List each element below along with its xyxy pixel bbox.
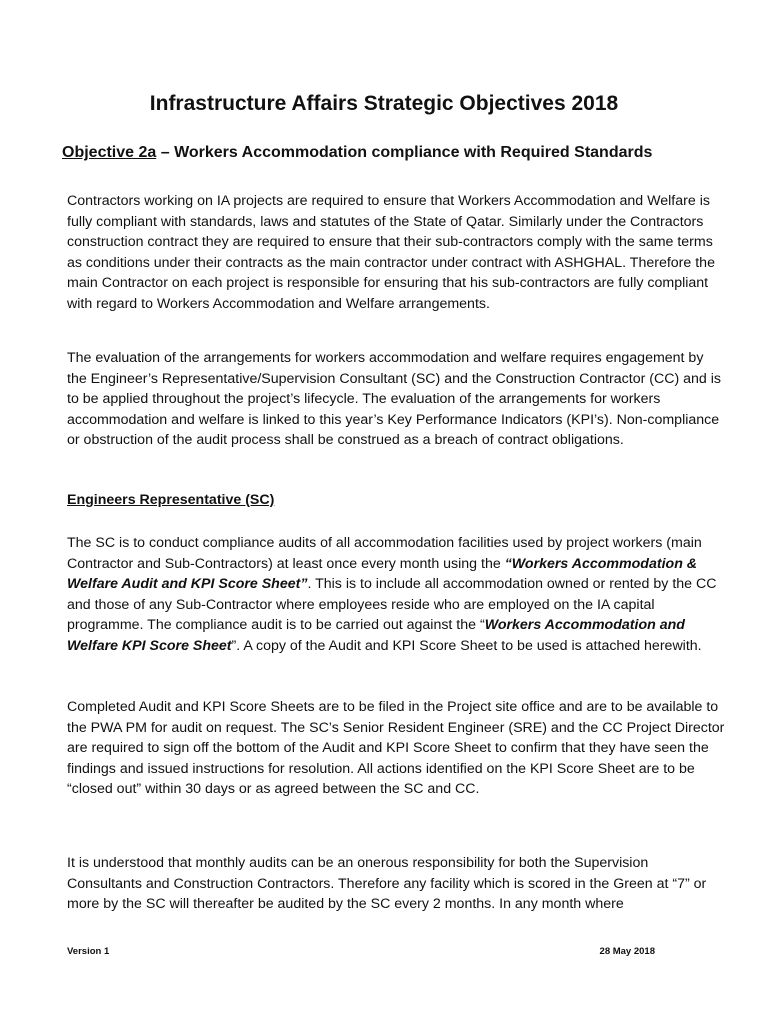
kpi-score-sheet-name: Workers Accommodation and Welfare KPI Score Sheet — [67, 617, 685, 654]
objective-heading — [62, 144, 652, 162]
footer-version: Version 1 — [67, 946, 110, 957]
sc-audits-text-1: The SC is to conduct compliance audits of all accommodation facilities used by project workers (main Contractor and Sub-Contractors) at least once every month using the — [67, 535, 702, 572]
sc-audits-text-2: . This is to include all accommodation owned or rented by the CC and those of any Sub-Contractor where employees reside who are employed on the IA capital programme. The compliance audit is to be carried out against the “ — [67, 576, 717, 634]
sc-audits-text-3: ”. A copy of the Audit and KPI Score Sheet to be used is attached herewith. — [231, 637, 702, 654]
objective-code: Objective 2a — [62, 144, 157, 161]
footer-date: 28 May 2018 — [599, 946, 655, 957]
paragraph-evaluation: The evaluation of the arrangements for workers accommodation and welfare requires engagement by the Engineer’s Representative/Supervision Consultant (SC) and the Construction Contractor (CC) and is to be applied throughout the project’s lifecycle. The evaluation of the arrangements for workers accommodation and welfare is linked to this year’s Key Performance Indicators (KPI’s). Non-compliance or obstruction of the audit process shall be construed as a breach of contract obligations. — [67, 350, 722, 449]
audit-score-sheet-name: “Workers Accommodation & Welfare Audit and KPI Score Sheet” — [67, 555, 698, 593]
objective-text: – Workers Accommodation compliance with Required Standards — [156, 144, 653, 161]
section-heading-engineers-representative: Engineers Representative (SC) — [67, 492, 275, 508]
paragraph-sc-audits — [67, 533, 727, 657]
document-title: Infrastructure Affairs Strategic Objectives 2018 — [149, 92, 619, 115]
paragraph-score-sheets: Completed Audit and KPI Score Sheets are to be filed in the Project site office and are to be available to the PWA PM for audit on request. The SC’s Senior Resident Engineer (SRE) and the CC Project Director are required to sign off the bottom of the Audit and KPI Score Sheet to confirm that they have seen the findings and issued instructions for resolution. All actions identified on the KPI Score Sheet are to be “closed out” within 30 days or as agreed between the SC and CC. — [67, 699, 725, 798]
paragraph-monthly-audits: It is understood that monthly audits can be an onerous responsibility for both the Supervision Consultants and Construction Contractors. Therefore any facility which is scored in the Green at “7” or more by the SC will thereafter be audited by the SC every 2 months. In any month where — [67, 855, 707, 913]
paragraph-contractors: Contractors working on IA projects are required to ensure that Workers Accommodation and Welfare is fully compliant with standards, laws and statutes of the State of Qatar. Similarly under the Contractors construction contract they are required to ensure that their sub-contractors comply with the same terms as conditions under their contracts as the main contractor under contract with ASHGHAL. Therefore the main Contractor on each project is responsible for ensuring that his sub-contractors are fully compliant with regard to Workers Accommodation and Welfare arrangements. — [67, 193, 715, 312]
